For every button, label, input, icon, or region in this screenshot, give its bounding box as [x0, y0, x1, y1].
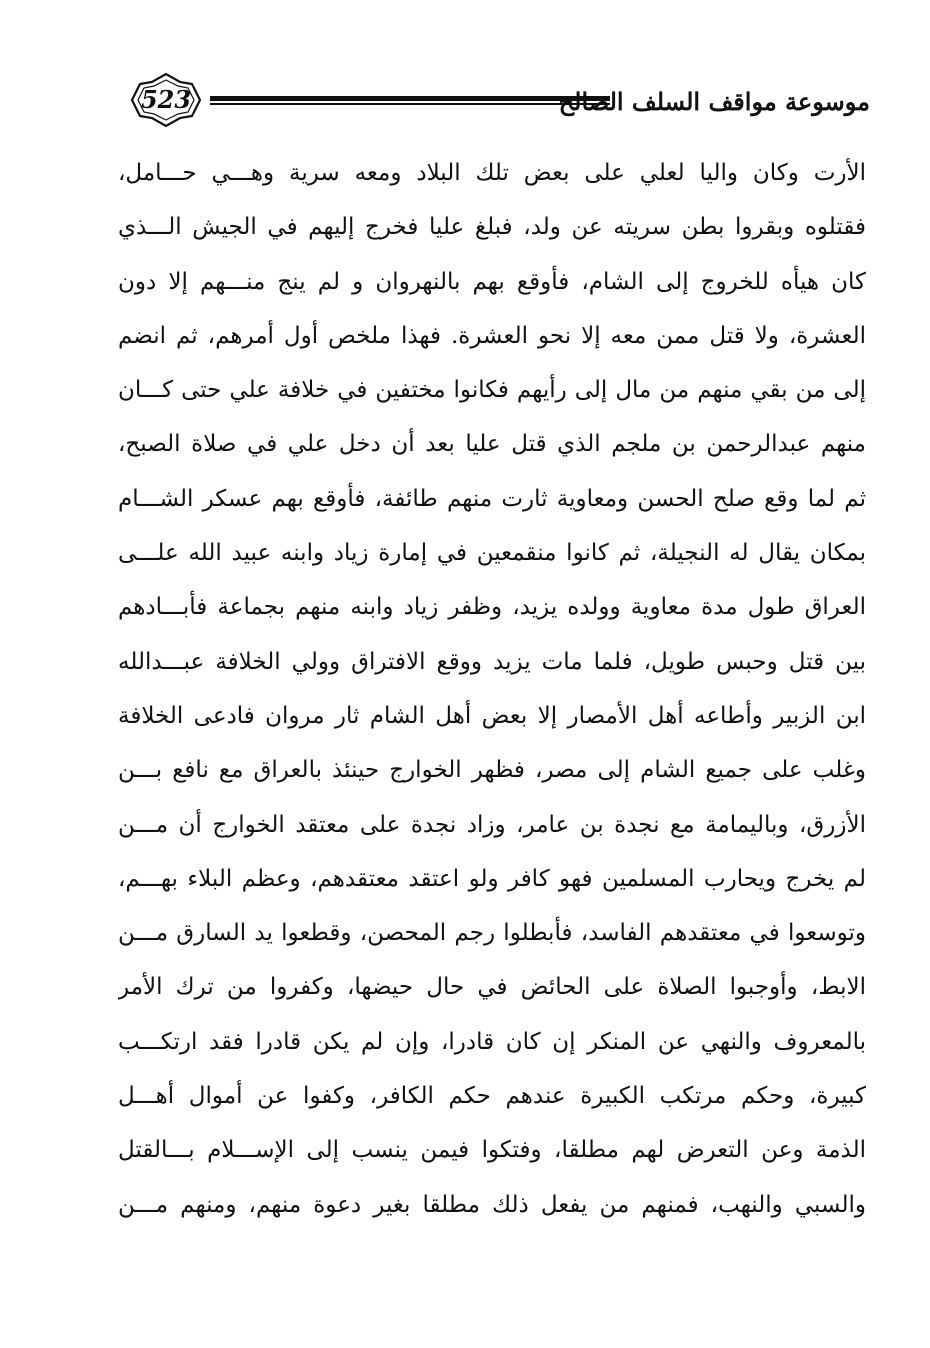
text-line: وغلب على جميع الشام إلى مصر، فظهر الخوارج حينئذ بالعراق مع نافع بـــن	[118, 757, 866, 784]
text-line: الابط، وأوجبوا الصلاة على الحائض في حال حيضها، وكفروا من ترك الأمر	[118, 974, 866, 1001]
header-rule	[210, 96, 610, 105]
text-line: وتوسعوا في معتقدهم الفاسد، فأبطلوا رجم المحصن، وقطعوا يد السارق مـــن	[118, 920, 866, 947]
text-line: إلى من بقي منهم من مال إلى رأيهم فكانوا مختفين في خلافة علي حتى كـــان	[118, 377, 866, 404]
text-line: الذمة وعن التعرض لهم مطلقا، وفتكوا فيمن ينسب إلى الإســـلام بـــالقتل	[118, 1137, 866, 1164]
text-line: بالمعروف والنهي عن المنكر إن كان قادرا، وإن لم يكن قادرا فقد ارتكـــب	[118, 1028, 866, 1055]
text-line: فقتلوه وبقروا بطن سريته عن ولد، فبلغ عليا فخرج إليهم في الجيش الـــذي	[118, 214, 866, 241]
text-line: بين قتل وحبس طويل، فلما مات يزيد ووقع الافتراق وولي الخلافة عبـــدالله	[118, 648, 866, 675]
header-rule-thin	[210, 103, 610, 105]
page-number: 523	[140, 85, 192, 114]
text-line: العراق طول مدة معاوية وولده يزيد، وظفر زياد وابنه منهم بجماعة فأبـــادهم	[118, 594, 866, 621]
text-line: ثم لما وقع صلح الحسن ومعاوية ثارت منهم طائفة، فأوقع بهم عسكر الشـــام	[118, 485, 866, 512]
text-line: لم يخرج ويحارب المسلمين فهو كافر ولو اعتقد معتقدهم، وعظم البلاء بهـــم،	[118, 865, 866, 892]
text-line: والسبي والنهب، فمنهم من يفعل ذلك مطلقا بغير دعوة منهم، ومنهم مـــن	[118, 1191, 866, 1218]
text-line: كبيرة، وحكم مرتكب الكبيرة عندهم حكم الكافر، وكفوا عن أموال أهـــل	[118, 1083, 866, 1110]
text-line: منهم عبدالرحمن بن ملجم الذي قتل عليا بعد أن دخل علي في صلاة الصبح،	[118, 431, 866, 458]
page-body-text	[118, 146, 866, 1232]
text-line: العشرة، ولا قتل ممن معه إلا نحو العشرة. فهذا ملخص أول أمرهم، ثم انضم	[118, 322, 866, 349]
text-line: ابن الزبير وأطاعه أهل الأمصار إلا بعض أهل الشام ثار مروان فادعى الخلافة	[118, 702, 866, 729]
text-line: بمكان يقال له النجيلة، ثم كانوا منقمعين في إمارة زياد وابنه عبيد الله علـــى	[118, 540, 866, 567]
page-header	[118, 68, 870, 134]
page-number-badge	[124, 70, 208, 130]
text-line: الأزرق، وباليمامة مع نجدة بن عامر، وزاد نجدة على معتقد الخوارج أن مـــن	[118, 811, 866, 838]
header-rule-thick	[210, 96, 610, 101]
book-title: موسوعة مواقف السلف الصالح	[558, 87, 870, 116]
text-line: الأرت وكان واليا لعلي على بعض تلك البلاد ومعه سرية وهـــي حـــامل،	[118, 160, 866, 186]
text-line: كان هيأه للخروج إلى الشام، فأوقع بهم بالنهروان و لم ينج منـــهم إلا دون	[118, 268, 866, 295]
